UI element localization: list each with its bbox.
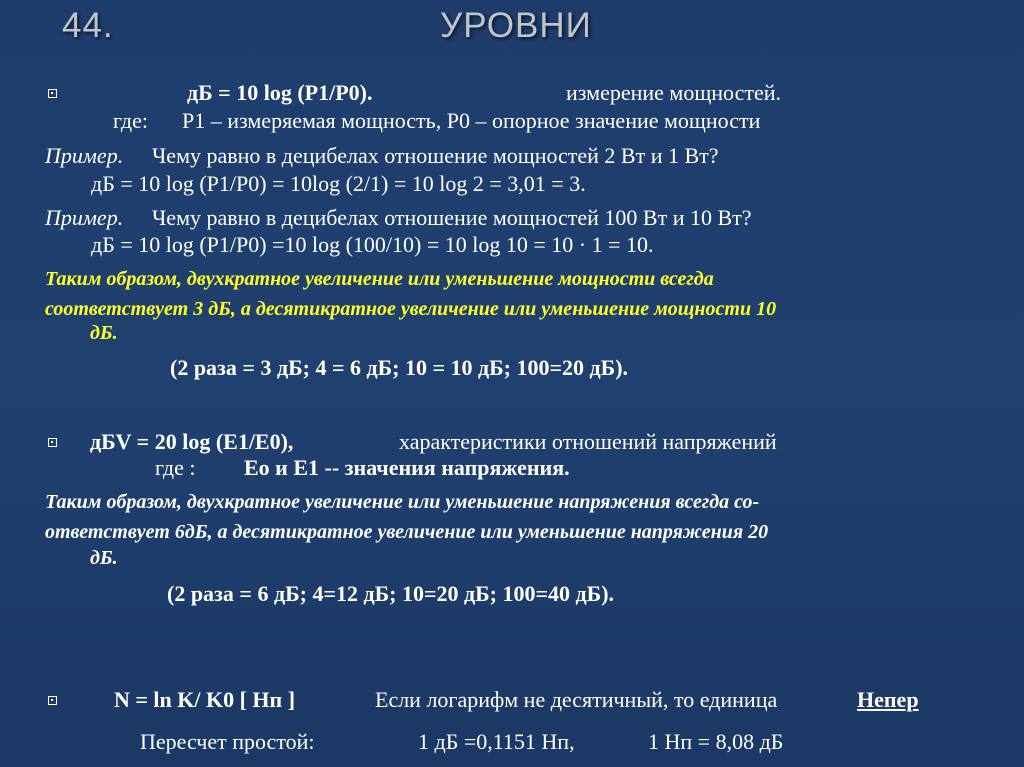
power-where-label: где: xyxy=(113,108,148,133)
recalc-label: Пересчет простой: xyxy=(140,729,315,754)
summary2: (2 раза = 6 дБ; 4=12 дБ; 10=20 дБ; 100=40 дБ). xyxy=(167,581,615,606)
slide-title: УРОВНИ xyxy=(440,6,592,45)
bullet-icon xyxy=(48,89,57,98)
recalc-np-to-db: 1 Нп = 8,08 дБ xyxy=(648,729,784,754)
neper-formula: N = ln K/ K0 [ Нп ] xyxy=(114,687,296,712)
bullet-icon xyxy=(48,696,57,705)
conclusion1-line1: Таким образом, двухкратное увеличение или уменьшение мощности всегда xyxy=(45,268,714,290)
power-where-text: P1 – измеряемая мощность, P0 – опорное значение мощности xyxy=(182,108,761,133)
summary1: (2 раза = 3 дБ; 4 = 6 дБ; 10 = 10 дБ; 100=20 дБ). xyxy=(170,355,629,380)
conclusion2-line2: ответствует 6дБ, а десятикратное увеличение или уменьшение напряжения 20 xyxy=(45,521,769,543)
power-formula: дБ = 10 log (P1/P0). xyxy=(187,80,373,105)
voltage-description: характеристики отношений напряжений xyxy=(399,429,777,454)
conclusion2-line3: дБ. xyxy=(90,547,118,569)
example2-calculation: дБ = 10 log (P1/P0) =10 log (100/10) = 10 log 10 = 10 · 1 = 10. xyxy=(91,232,654,257)
example1-calculation: дБ = 10 log (P1/P0) = 10log (2/1) = 10 log 2 = 3,01 = 3. xyxy=(91,171,586,196)
example1-label: Пример. xyxy=(45,143,124,168)
conclusion2-line1: Таким образом, двухкратное увеличение или уменьшение напряжения всегда со- xyxy=(45,491,760,513)
example2-question: Чему равно в децибелах отношение мощностей 100 Вт и 10 Вт? xyxy=(152,205,752,230)
voltage-where-text: Eo и E1 -- значения напряжения. xyxy=(244,455,570,480)
bullet-icon xyxy=(48,438,57,447)
example2-label: Пример. xyxy=(45,205,124,230)
recalc-db-to-np: 1 дБ =0,1151 Нп, xyxy=(418,729,575,754)
slide-number: 44. xyxy=(62,6,114,45)
neper-unit: Непер xyxy=(857,687,919,712)
conclusion1-line2: соответствует 3 дБ, а десятикратное увеличение или уменьшение мощности 10 xyxy=(45,298,777,320)
voltage-where-label: где : xyxy=(155,455,196,480)
power-description: измерение мощностей. xyxy=(566,80,782,105)
neper-description: Если логарифм не десятичный, то единица xyxy=(375,687,778,712)
example1-question: Чему равно в децибелах отношение мощностей 2 Вт и 1 Вт? xyxy=(152,143,719,168)
conclusion1-line3: дБ. xyxy=(90,322,118,344)
voltage-formula: дБV = 20 log (E1/E0), xyxy=(90,429,294,454)
